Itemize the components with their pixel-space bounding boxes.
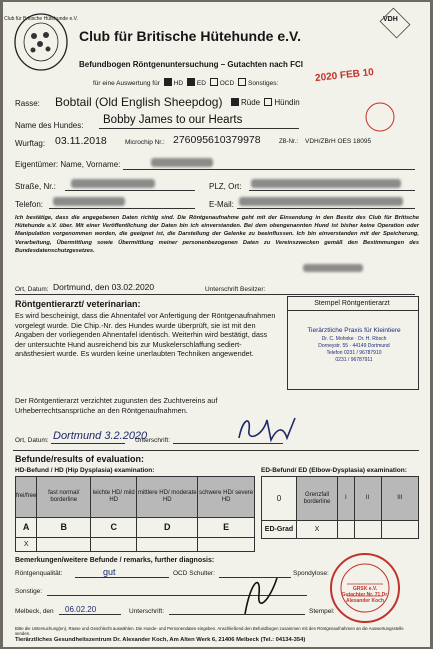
wurftag-label: Wurftag: — [15, 139, 46, 148]
zb-label: ZB-Nr.: — [279, 139, 298, 145]
vet-signature — [233, 412, 303, 446]
hd-grade: B — [37, 517, 91, 537]
club-logo — [4, 12, 78, 72]
hd-col: mittlere HD/ moderate HD — [137, 477, 198, 518]
redacted-phone — [53, 197, 125, 206]
hd-checkbox[interactable] — [164, 78, 172, 86]
date-stamp: 2020 FEB 10 — [314, 66, 375, 85]
ocd-label: OCD Schulter: — [173, 570, 215, 577]
strasse-label: Straße, Nr.: — [15, 182, 56, 191]
examiner-signature — [241, 572, 281, 618]
footer-small-text: Bitte die Untersuchung(en), Rasse und Geschlecht auswählen. Die Hunde- und Personendaten eingeben. Anschließend den Befundbogen zusammen mit den Röntgenaufnahmen an die Auswertungsstelle senden. — [15, 626, 404, 636]
ed-checkbox[interactable] — [187, 78, 195, 86]
hd-grade: A — [16, 517, 37, 537]
huendin-label: Hündin — [274, 98, 300, 107]
opt-ed: ED — [196, 80, 206, 87]
melbeck-date: 06.02.20 — [65, 605, 97, 614]
ed-col: II — [354, 477, 381, 521]
hd-grade: C — [91, 517, 137, 537]
hd-col: leichte HD/ mild HD — [91, 477, 137, 518]
name-label: Name des Hundes: — [15, 121, 84, 130]
vet-stamp-line2: Dr. C. Mohnke · Dr. H. Rösch — [321, 336, 387, 342]
sonstiges-checkbox[interactable] — [238, 78, 246, 86]
befund-heading: Befunde/results of evaluation: — [15, 454, 145, 464]
red-stamp-circle — [363, 100, 397, 134]
opt-sonstiges: Sonstiges: — [247, 80, 279, 87]
gutachter-stamp-text: GRSK e.V. Gutachter Nr. 71 Dr. Alexander Koch — [341, 586, 389, 604]
ed-table — [261, 476, 419, 539]
document-sheet — [3, 2, 430, 647]
hd-mark: X — [16, 537, 37, 551]
vet-stamp-heading: Stempel Röntgentierarzt — [314, 300, 390, 307]
hd-col: fast normal/ borderline — [37, 477, 91, 518]
club-name: Club für Britische Hütehunde e.V. — [79, 28, 301, 44]
vet-text: Es wird bescheinigt, dass die Ahnentafel vor Anfertigung der Röntgenaufnahmen vorgelegt wurde. Die Chip.-Nr. des Hundes wurde überprüft, sie ist mit den Angaben der vorliegenden Ahnentafel identisch. Weiterhin wird bestätigt, dass der untersuchte Hund ausreichend bis zur Muskelerschlaffung sediert-anästhesiert wurde. Es wurden keine unerlaubten Techniken angewendet. — [15, 311, 276, 359]
vet-ort-value: Dortmund 3.2.2020 — [53, 430, 148, 442]
huendin-checkbox[interactable] — [264, 98, 272, 106]
vdh-badge: VDH — [383, 16, 398, 23]
opt-hd: HD — [173, 80, 184, 87]
opt-ocd: OCD — [219, 80, 235, 87]
eigentuemer-label: Eigentümer: Name, Vorname: — [15, 160, 121, 169]
ed-mark: X — [297, 521, 338, 539]
vet-stamp-line3: Dorneystr. 55 · 44149 Dortmund — [318, 343, 390, 349]
vet-ort-label: Ort, Datum: — [15, 437, 49, 444]
telefon-label: Telefon: — [15, 200, 44, 209]
redacted-street — [71, 179, 155, 188]
ed-grad-label: ED-Grad — [262, 521, 297, 539]
ed-col: I — [338, 477, 355, 521]
ed-col: 0 — [262, 477, 297, 521]
form-subtitle: Befundbogen Röntgenuntersuchung – Gutachten nach FCI — [79, 60, 303, 69]
ruede-checkbox[interactable] — [231, 98, 239, 106]
evaluation-row — [93, 78, 278, 87]
melbeck-label: Melbeck, den — [15, 608, 54, 615]
decl-sig-label: Unterschrift Besitzer: — [205, 286, 266, 293]
spondy-label: Spondylose: — [293, 570, 329, 577]
ed-col: Grenzfall borderline — [297, 477, 338, 521]
wurftag-value: 03.11.2018 — [55, 135, 107, 147]
qual-value: gut — [103, 567, 116, 577]
email-label: E-Mail: — [209, 200, 234, 209]
vet-heading: Röntgentierarzt/ veterinarian: — [15, 299, 141, 309]
ed-label: ED-Befund/ ED (Elbow-Dysplasia) examination: — [261, 467, 407, 474]
hd-table — [15, 476, 255, 552]
evaluation-label: für eine Auswertung für — [93, 80, 160, 87]
vet-sig-label: Unterschrift: — [135, 437, 171, 444]
footer-sig-label: Unterschrift: — [129, 608, 165, 615]
rasse-value: Bobtail (Old English Sheepdog) — [55, 95, 223, 109]
redacted-owner-name — [151, 158, 213, 167]
decl-ort-value: Dortmund, den 03.02.2020 — [53, 282, 155, 292]
footer-address: Tierärztliches Gesundheitszentrum Dr. Alexander Koch, Am Alten Werk 6, 21406 Melbeck (Tel.: 04134-354) — [15, 637, 306, 643]
ruede-label: Rüde — [241, 98, 261, 107]
hd-col: frei/free — [16, 477, 37, 518]
ocd-checkbox[interactable] — [210, 78, 218, 86]
dog-name: Bobby James to our Hearts — [103, 114, 243, 126]
hd-label: HD-Befund / HD (Hip Dysplasia) examination: — [15, 467, 155, 474]
logo-text: Club für Britische Hütehunde e.V. — [4, 16, 78, 22]
sex-row — [229, 98, 300, 107]
bemerkungen-label: Bemerkungen/weitere Befunde / remarks, further diagnosis: — [15, 557, 215, 564]
vet-stamp-line4: Telefon 0231 / 96787910 — [326, 350, 382, 356]
declaration-text: Ich bestätige, dass die angegebenen Daten richtig sind. Die Röntgenaufnahme geht mit der Einsendung in den Besitz des Club für Britische Hütehunde e.V. über. Mit einer Veröffentlichung der Daten bin ich einverstanden. Bei dem obengenannten Hund ist bisher keine Operation oder Manipulation vorgenommen worden, die geeignet ist, die Darstellung der Gelenke zu beeinflussen. Ich bin einverstanden mit der Speicherung, Verarbeitung, Übermittlung sowie Übermittlung meiner personenbezogenen Daten zu Vereinszwecken gemäß den Bestimmungen des Bundesdatenschutzgesetzes. — [15, 215, 419, 254]
vet-stamp-line5: 0231 / 96787911 — [335, 357, 373, 363]
chip-value: 276095610379978 — [173, 134, 261, 146]
decl-ort-label: Ort, Datum: — [15, 286, 49, 293]
vet-text2: Der Röntgentierarzt verzichtet zugunsten des Zuchtvereins auf Urheberrechtsansprüche an den Röntgenaufnahmen. — [15, 396, 218, 415]
hd-grade: E — [198, 517, 255, 537]
redacted-email — [239, 197, 403, 206]
qual-label: Röntgenqualität: — [15, 570, 63, 577]
rasse-label: Rasse: — [15, 99, 40, 108]
vet-stamp-line1: Tierärztliche Praxis für Kleintiere — [307, 327, 401, 334]
sonstige-label: Sonstige: — [15, 588, 43, 595]
hd-grade: D — [137, 517, 198, 537]
ed-col: III — [381, 477, 418, 521]
stempel-label: Stempel: — [309, 608, 335, 615]
vdh-badge-frame — [380, 8, 411, 39]
redacted-owner-signature — [303, 264, 363, 272]
chip-label: Microchip Nr.: — [125, 139, 165, 146]
zb-value: VDH/ZBrH OES 18095 — [305, 138, 372, 145]
plz-label: PLZ, Ort: — [209, 182, 242, 191]
hd-col: schwere HD/ severe HD — [198, 477, 255, 518]
redacted-city — [251, 179, 401, 188]
